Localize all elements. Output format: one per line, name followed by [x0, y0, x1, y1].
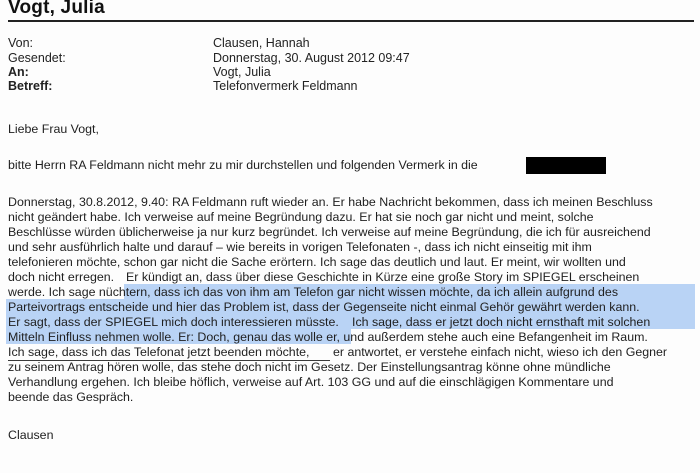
title-underline: [8, 20, 694, 22]
paragraph-line: Parteivortrags entscheide und hier das Problem ist, dass der Gegenseite nicht einmal Gehör gewährt werden kann.: [8, 300, 640, 314]
paragraph-line: nicht geändert habe. Ich verweise auf meine Begründung dazu. Er hat sie noch gar nicht und meint, solche: [8, 210, 594, 224]
paragraph-line: Donnerstag, 30.8.2012, 9.40: RA Feldmann ruft wieder an. Er habe Nachricht bekommen, dass ich meinen Beschluss: [8, 195, 653, 209]
header-label-subject: Betreff:: [8, 79, 53, 93]
paragraph-line: Ich sage, dass er jetzt doch nicht ernsthaft mit solchen: [352, 315, 651, 329]
header-row-from: [8, 36, 698, 50]
header-row-to: [8, 65, 698, 79]
highlighted-sentence: Er kündigt an, dass über diese Geschichte in Kürze eine große Story im SPIEGEL erscheinen: [126, 270, 640, 284]
sender-name-title: Vogt, Julia: [8, 0, 105, 18]
signature: Clausen: [8, 428, 54, 442]
header-label-from: Von:: [8, 36, 34, 50]
paragraph-line: doch nicht erregen.: [8, 270, 115, 284]
header-label-sent: Gesendet:: [8, 51, 66, 65]
paragraph-line: telefonieren möchte, schon gar nicht die Sache erörtern. Ich sage das deutlich und laut. Er meint, wir wollten und: [8, 255, 626, 269]
paragraph-line: Beschlüsse würden üblicherweise ja nur kurz begründet. Ich verweise auf meine Begründung, die ich für ausreichend: [8, 225, 651, 239]
header-value-to: Vogt, Julia: [213, 65, 271, 79]
paragraph-line: werde. Ich sage nüchtern, dass ich das von ihm am Telefon gar nicht wissen möchte, da ich allein aufgrund des: [8, 285, 619, 299]
paragraph-line: er antwortet, er verstehe einfach nicht, wieso ich den Gegner: [333, 345, 668, 359]
paragraph-line: beende das Gespräch.: [8, 390, 134, 404]
highlighted-sentence: Er sagt, dass der SPIEGEL mich doch interessieren müsste.: [8, 315, 339, 329]
header-row-subject: [8, 79, 698, 93]
intro-line: bitte Herrn RA Feldmann nicht mehr zu mir durchstellen und folgenden Vermerk in die: [8, 158, 478, 172]
underlined-sentence: Ich sage, dass ich das Telefonat jetzt beenden möchte,: [8, 345, 310, 359]
paragraph-line: Mitteln Einfluss nehmen wolle. Er: Doch, genau das wolle er, und außerdem stehe auch eine Befangenheit im Raum.: [8, 330, 648, 344]
header-label-to: An:: [8, 65, 29, 79]
paragraph-line: Verhandlung ergehen. Ich bleibe höflich, verweise auf Art. 103 GG und auf die einschlägigen Kommentare und: [8, 375, 614, 389]
redaction-bar: [526, 157, 606, 174]
header-row-sent: [8, 51, 698, 65]
paragraph-line: zu seinem Antrag hören wolle, das stehe doch nicht im Gesetz. Der Einstellungsantrag könne ohne mündliche: [8, 360, 611, 374]
header-value-from: Clausen, Hannah: [213, 36, 310, 50]
greeting: Liebe Frau Vogt,: [8, 122, 99, 136]
header-value-subject: Telefonvermerk Feldmann: [213, 79, 358, 93]
header-value-sent: Donnerstag, 30. August 2012 09:47: [213, 51, 410, 65]
paragraph-line: und sehr ausführlich halte und darauf – wie bereits in vorigen Telefonaten -, dass ich nicht einseitig mit ihm: [8, 240, 592, 254]
